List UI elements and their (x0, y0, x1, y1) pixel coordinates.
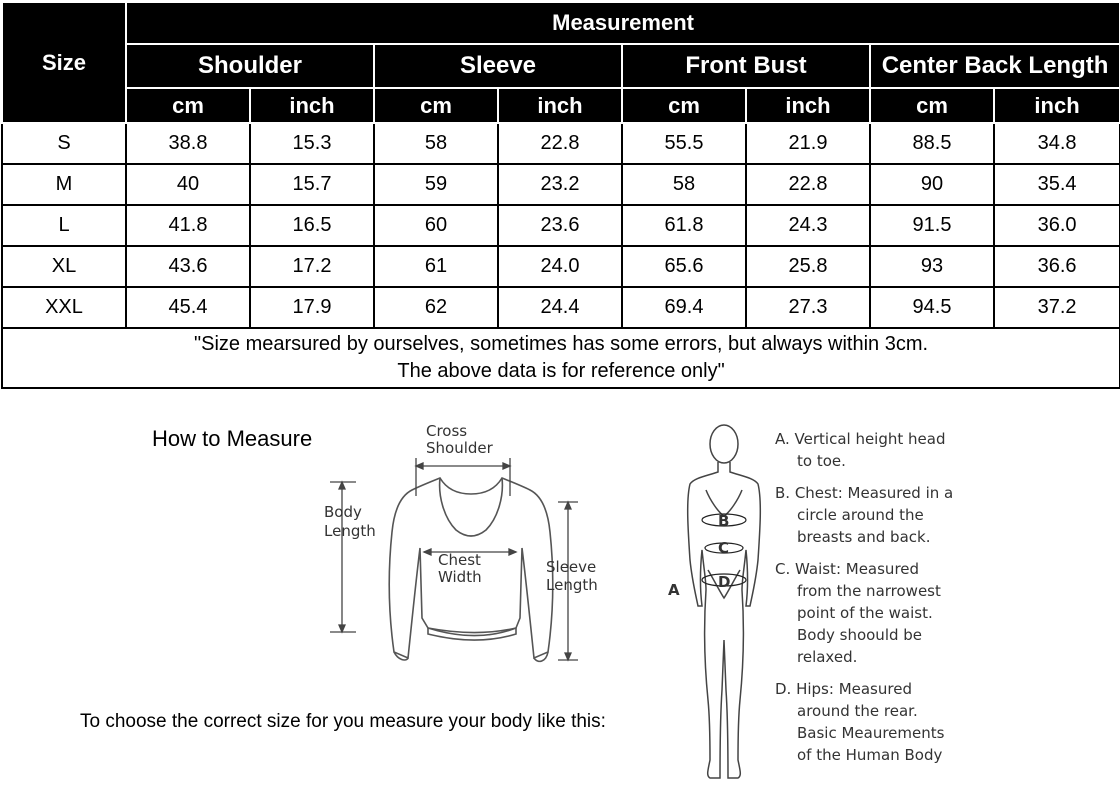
chest-width-label-1: Chest (438, 551, 481, 569)
cross-shoulder-label-2: Shoulder (426, 439, 493, 457)
unit-header: cm (374, 88, 498, 123)
value-cell: 41.8 (126, 205, 250, 246)
label-a: A (668, 581, 680, 599)
shoulder-header: Shoulder (126, 44, 374, 88)
definition-c: C. Waist: Measured from the narrowest point of the waist. Body shoould be relaxed. (775, 560, 941, 666)
sleeve-length-label-1: Sleeve (546, 558, 597, 576)
value-cell: 36.6 (994, 246, 1120, 287)
value-cell: 58 (622, 164, 746, 205)
value-cell: 43.6 (126, 246, 250, 287)
value-cell: 17.2 (250, 246, 374, 287)
table-note (2, 328, 1120, 388)
instruction-text: To choose the correct size for you measure your body like this: (80, 711, 606, 732)
value-cell: 17.9 (250, 287, 374, 328)
value-cell: 23.2 (498, 164, 622, 205)
unit-header: inch (746, 88, 870, 123)
value-cell: 15.7 (250, 164, 374, 205)
value-cell: 23.6 (498, 205, 622, 246)
center-back-length-header: Center Back Length (870, 44, 1120, 88)
value-cell: 93 (870, 246, 994, 287)
size-header: Size (2, 2, 126, 123)
value-cell: 90 (870, 164, 994, 205)
table-row (2, 205, 1120, 246)
note-line-2: The above data is for reference only" (397, 360, 725, 382)
unit-header: inch (250, 88, 374, 123)
value-cell: 94.5 (870, 287, 994, 328)
value-cell: 27.3 (746, 287, 870, 328)
value-cell: 61.8 (622, 205, 746, 246)
unit-header: inch (498, 88, 622, 123)
value-cell: 16.5 (250, 205, 374, 246)
label-d: D (718, 573, 731, 591)
value-cell: 59 (374, 164, 498, 205)
body-outline-icon (688, 462, 761, 778)
value-cell: 62 (374, 287, 498, 328)
sleeve-header: Sleeve (374, 44, 622, 88)
table-row (2, 246, 1120, 287)
size-cell: XL (2, 246, 126, 287)
value-cell: 61 (374, 246, 498, 287)
definition-a: A. Vertical height head to toe. (775, 430, 946, 470)
value-cell: 22.8 (498, 123, 622, 164)
value-cell: 25.8 (746, 246, 870, 287)
size-chart-table (1, 1, 1120, 389)
unit-header: cm (870, 88, 994, 123)
sweater-diagram (320, 420, 620, 670)
body-length-label-2: Length (324, 522, 376, 540)
table-row (2, 123, 1120, 164)
value-cell: 88.5 (870, 123, 994, 164)
measurement-header: Measurement (126, 2, 1120, 44)
value-cell: 24.4 (498, 287, 622, 328)
value-cell: 45.4 (126, 287, 250, 328)
size-cell: L (2, 205, 126, 246)
definition-d: D. Hips: Measured around the rear. Basic Meaurements of the Human Body (775, 680, 945, 764)
unit-header: cm (126, 88, 250, 123)
value-cell: 22.8 (746, 164, 870, 205)
definition-b: B. Chest: Measured in a circle around the breasts and back. (775, 484, 954, 546)
body-length-label-1: Body (324, 503, 362, 521)
note-row (2, 328, 1120, 388)
how-to-measure-title: How to Measure (152, 426, 313, 451)
value-cell: 69.4 (622, 287, 746, 328)
size-cell: S (2, 123, 126, 164)
value-cell: 55.5 (622, 123, 746, 164)
value-cell: 15.3 (250, 123, 374, 164)
value-cell: 21.9 (746, 123, 870, 164)
chest-width-label-2: Width (438, 568, 482, 586)
value-cell: 40 (126, 164, 250, 205)
label-c: C (718, 539, 730, 557)
value-cell: 60 (374, 205, 498, 246)
label-b: B (718, 512, 730, 530)
value-cell: 34.8 (994, 123, 1120, 164)
sleeve-length-label-2: Length (546, 576, 598, 594)
value-cell: 24.3 (746, 205, 870, 246)
unit-header: cm (622, 88, 746, 123)
note-line-1: "Size mearsured by ourselves, sometimes has some errors, but always within 3cm. (194, 333, 929, 355)
value-cell: 36.0 (994, 205, 1120, 246)
front-bust-header: Front Bust (622, 44, 870, 88)
table-row (2, 287, 1120, 328)
size-cell: M (2, 164, 126, 205)
table-row (2, 164, 1120, 205)
value-cell: 65.6 (622, 246, 746, 287)
measurement-definitions (775, 428, 1115, 776)
size-cell: XXL (2, 287, 126, 328)
value-cell: 37.2 (994, 287, 1120, 328)
cross-shoulder-label-1: Cross (426, 422, 468, 440)
unit-header: inch (994, 88, 1120, 123)
value-cell: 91.5 (870, 205, 994, 246)
value-cell: 24.0 (498, 246, 622, 287)
value-cell: 38.8 (126, 123, 250, 164)
value-cell: 58 (374, 123, 498, 164)
body-figure (660, 420, 770, 795)
value-cell: 35.4 (994, 164, 1120, 205)
head-icon (710, 425, 738, 463)
